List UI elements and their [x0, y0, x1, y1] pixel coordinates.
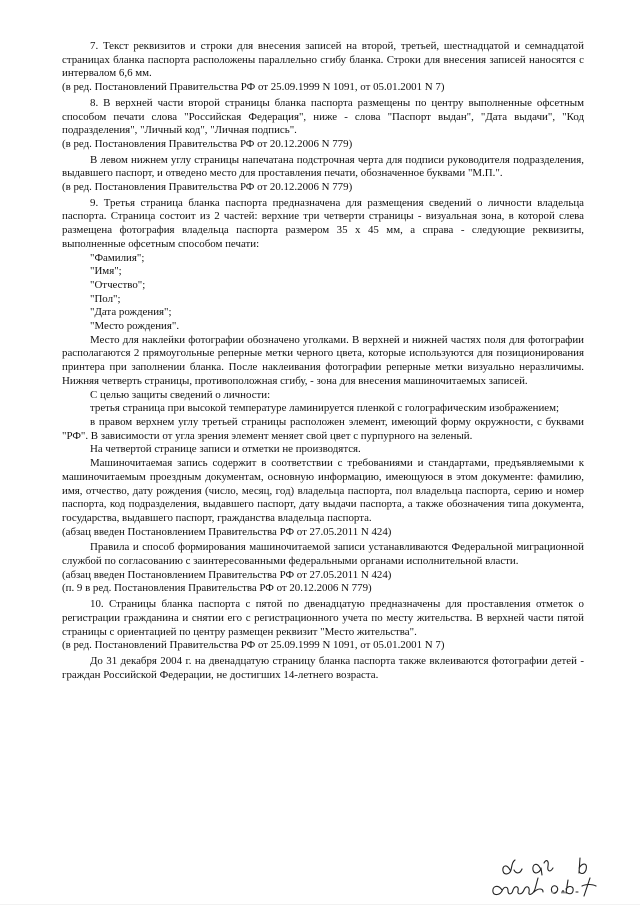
list-item: "Место рождения".	[90, 320, 180, 333]
amendment-note: (в ред. Постановления Правительства РФ от 20.12.2006 N 779)	[62, 137, 353, 150]
paragraph-signature-line: В левом нижнем углу страницы напечатана подстрочная черта для подписи руководителя подразделения, выдавшего паспорт, и отведено место для проставления печати, обозначенное буквами "М.П.".	[62, 153, 584, 180]
amendment-note: (в ред. Постановлений Правительства РФ от 25.09.1999 N 1091, от 05.01.2001 N 7)	[62, 639, 445, 652]
paragraph-8: 8. В верхней части второй страницы бланка паспорта размещены по центру выполненные офсетным способом печати слова "Российская Федерация", ниже - слова "Паспорт выдан", "Дата выдачи", "Код подразделения", "Личный код", "Личная подпись".	[62, 96, 584, 137]
list-item: "Дата рождения";	[90, 306, 172, 319]
document-page	[62, 40, 584, 682]
amendment-note: (абзац введен Постановлением Правительства РФ от 27.05.2011 N 424)	[62, 525, 392, 538]
paragraph-7: 7. Текст реквизитов и строки для внесения записей на второй, третьей, шестнадцатой и семнадцатой страницах бланка паспорта расположены параллельно сгибу бланка. Строки для внесения записей наносятся с интервалом 6,6 мм.	[62, 40, 584, 80]
paragraph-lamination: третья страница при высокой температуре ламинируется пленкой с голографическим изображением;	[90, 402, 560, 415]
paragraph-protection-intro: С целью защиты сведений о личности:	[90, 388, 271, 401]
handwritten-signature	[480, 848, 630, 898]
list-item: "Отчество";	[90, 278, 146, 291]
paragraph-rf-element: в правом верхнем углу третьей страницы расположен элемент, имеющий форму окружности, с буквами "РФ". В зависимости от угла зрения элемент меняет свой цвет с пурпурного на зеленый.	[62, 415, 584, 442]
paragraph-rules: Правила и способ формирования машиночитаемой записи устанавливаются Федеральной миграционной службой по согласованию с заинтересованными федеральными органами исполнительной власти.	[62, 541, 584, 568]
paragraph-10: 10. Страницы бланка паспорта с пятой по двенадцатую предназначены для проставления отметок о регистрации гражданина и снятии его с регистрационного учета по месту жительства. В верхней части пятой страницы с ориентацией по центру размещен реквизит "Место жительства".	[62, 598, 584, 638]
amendment-note: (п. 9 в ред. Постановления Правительства РФ от 20.12.2006 N 779)	[62, 582, 372, 595]
list-item: "Пол";	[90, 292, 121, 305]
paragraph-9: 9. Третья страница бланка паспорта предназначена для размещения сведений о личности владельца паспорта. Страница состоит из 2 частей: верхние три четверти страницы - визуальная зона, в которой слева размещена фотография владельца паспорта размером 35 х 45 мм, а справа - следующие реквизиты, выполненные офсетным способом печати:	[62, 196, 584, 250]
amendment-note: (в ред. Постановлений Правительства РФ от 25.09.1999 N 1091, от 05.01.2001 N 7)	[62, 81, 445, 94]
handwritten-signature-drawing	[480, 848, 630, 898]
paragraph-photo-field: Место для наклейки фотографии обозначено уголками. В верхней и нижней частях поля для фотографии располагаются 2 прямоугольные реперные метки черного цвета, которые используются для позиционирования принтера при заполнении бланка. После наклеивания фотографии реперные метки визуально неразличимы. Нижняя четверть страницы, противоположная сгибу, - зона для внесения машиночитаемых записей.	[62, 333, 584, 387]
paragraph-machine-readable: Машиночитаемая запись содержит в соответствии с требованиями и стандартами, предъявляемыми к машиночитаемым проездным документам, основную информацию, имеющуюся в этом документе: фамилию, имя, отчество, дату рождения (число, месяц, год) владельца паспорта, пол владельца паспорта, серию и номер паспорта, код подразделения, выдавшего паспорт, дату выдачи паспорта, а также обозначения типа документа, государства, выдавшего паспорт, гражданства владельца паспорта.	[62, 457, 584, 524]
list-item: "Имя";	[90, 265, 122, 278]
amendment-note: (в ред. Постановления Правительства РФ от 20.12.2006 N 779)	[62, 181, 353, 194]
list-item: "Фамилия";	[90, 251, 145, 264]
amendment-note: (абзац введен Постановлением Правительства РФ от 27.05.2011 N 424)	[62, 568, 392, 581]
paragraph-children-photos: До 31 декабря 2004 г. на двенадцатую страницу бланка паспорта также вклеиваются фотографии детей - граждан Российской Федерации, не достигших 14-летнего возраста.	[62, 654, 584, 681]
paragraph-fourth-page: На четвертой странице записи и отметки не производятся.	[90, 443, 361, 456]
